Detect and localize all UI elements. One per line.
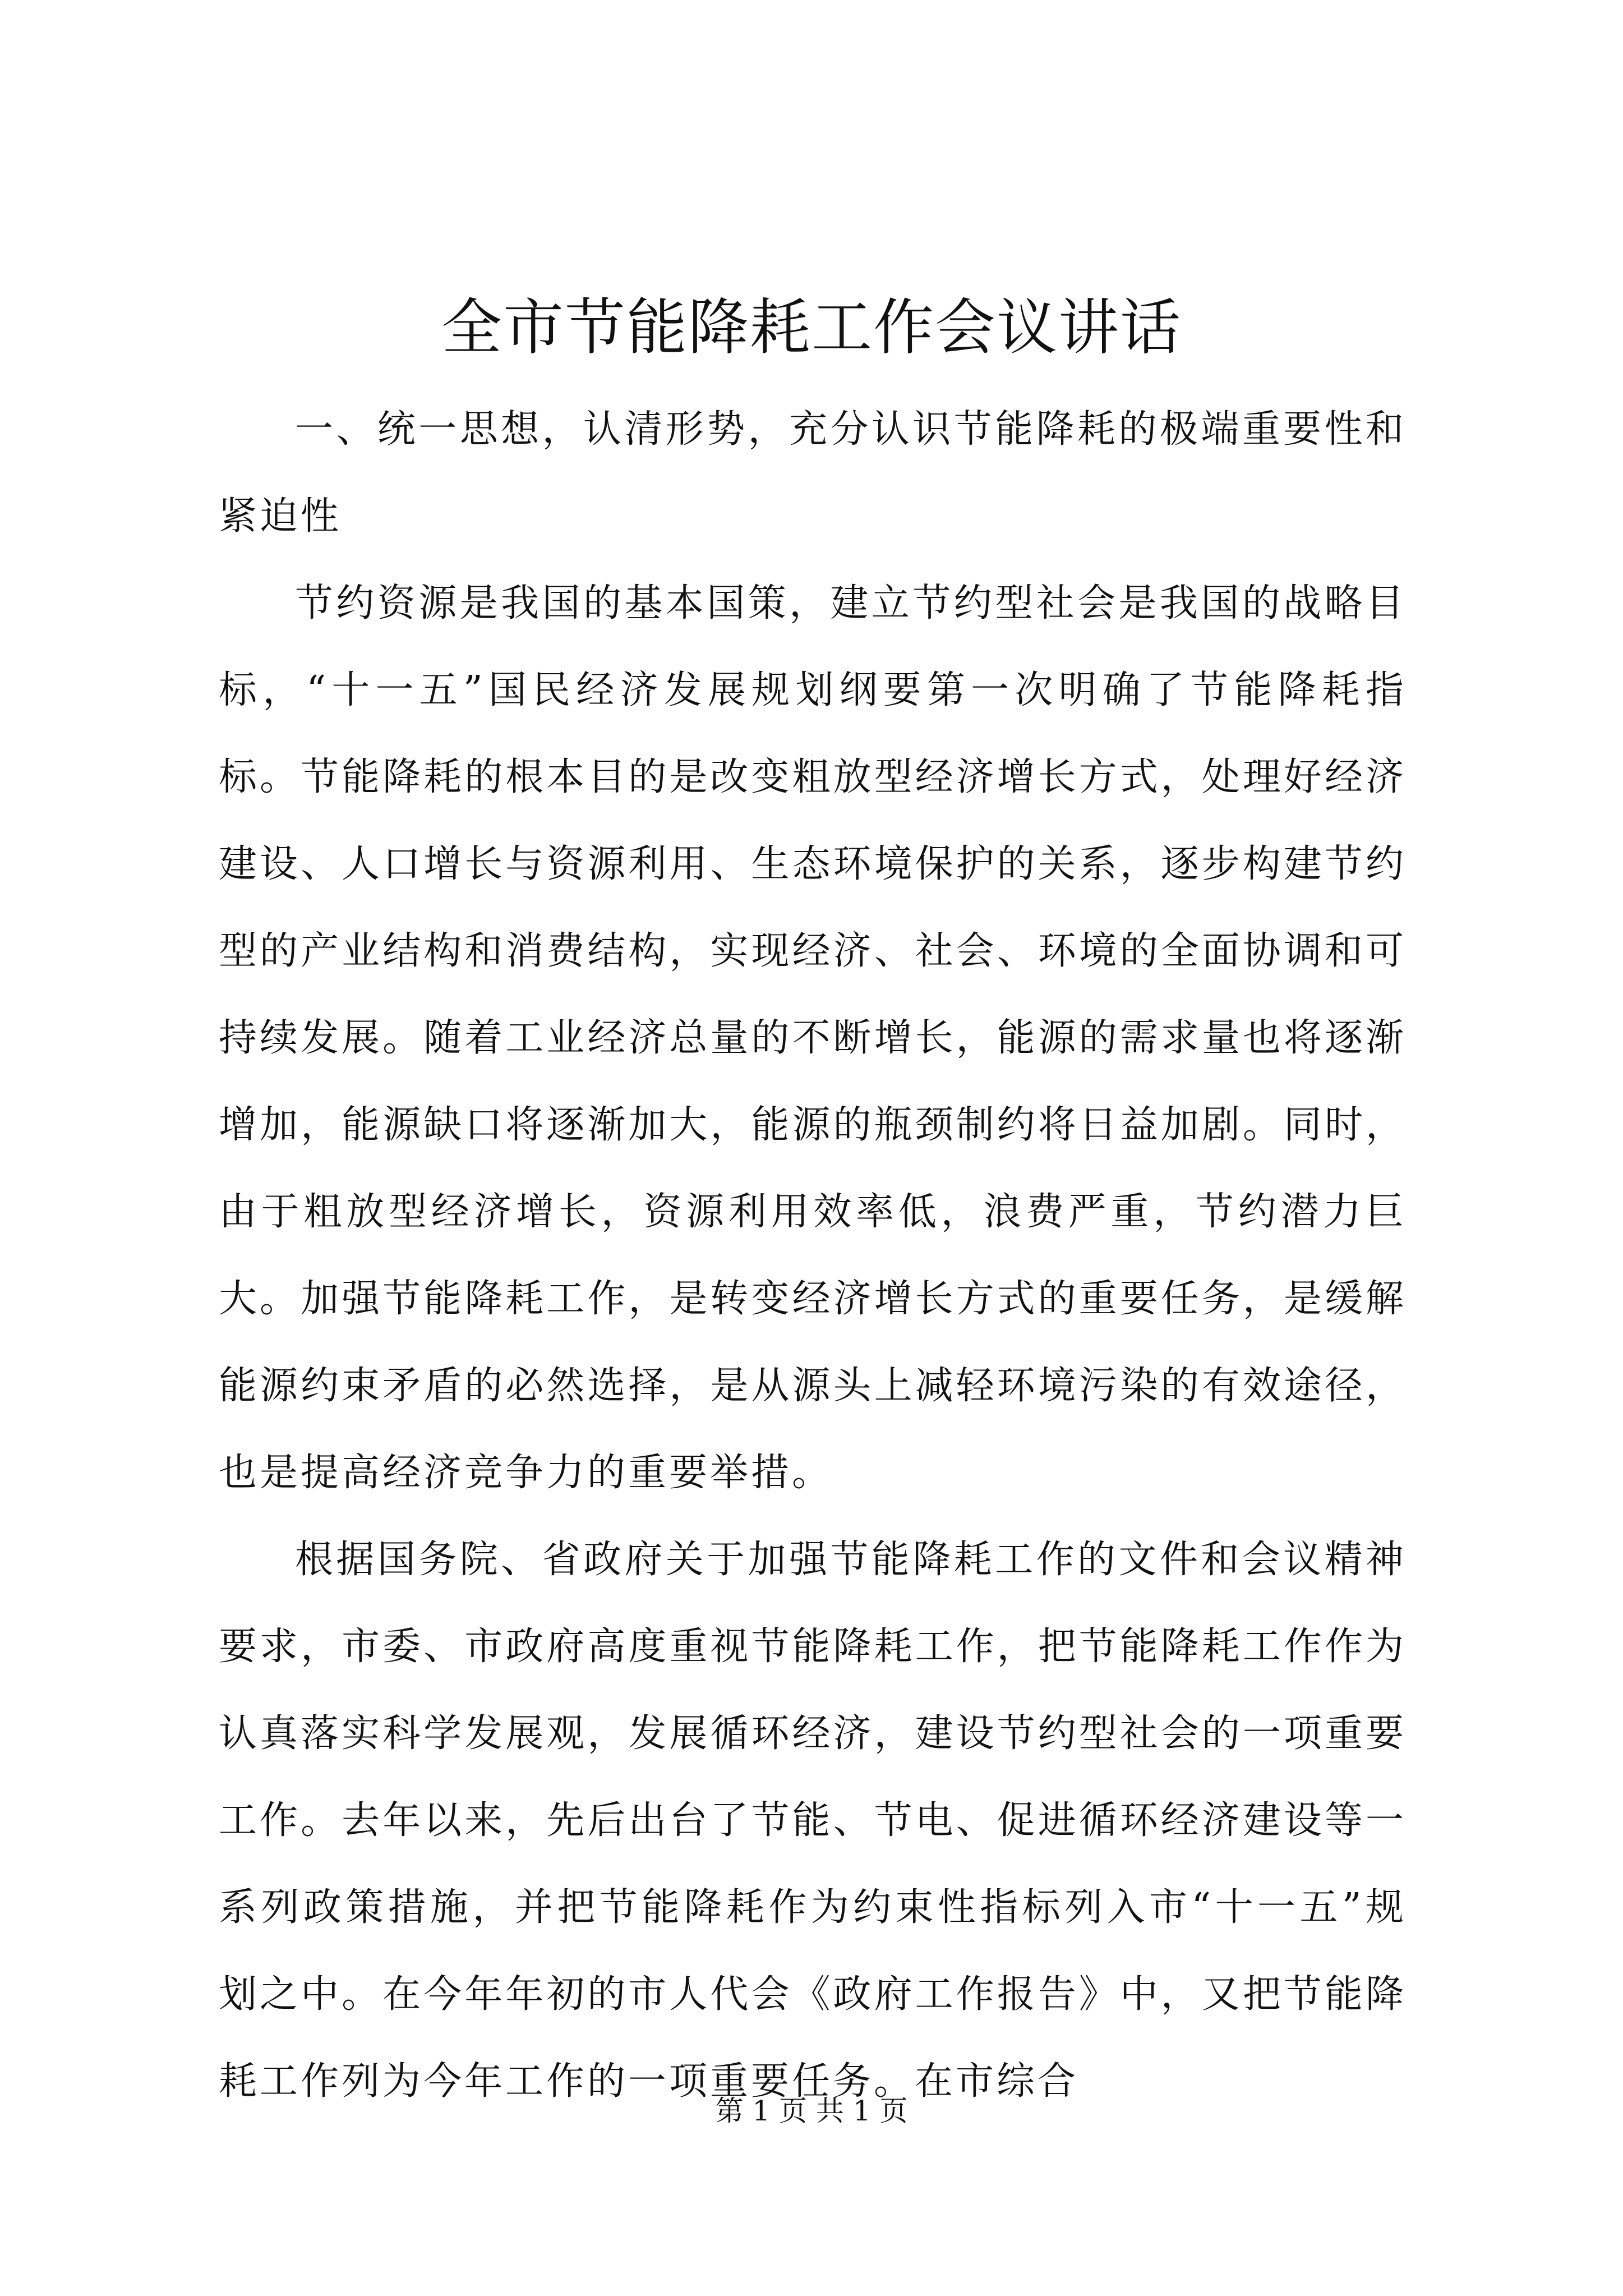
- page-footer: 第 1 页 共 1 页: [715, 2095, 908, 2127]
- paragraph: 根据国务院、省政府关于加强节能降耗工作的文件和会议精神要求，市委、市政府高度重视节能降耗工作，把节能降耗工作作为认真落实科学发展观，发展循环经济，建设节约型社会的一项重要工作。去年以来，先后出台了节能、节电、促进循环经济建设等一系列政策措施，并把节能降耗作为约束性指标列入市“十一五”规划之中。在今年年初的市人代会《政府工作报告》中，又把节能降耗工作列为今年工作的一项重要任务。在市综合: [219, 1538, 1407, 2104]
- document-body: [219, 386, 1407, 2125]
- paragraph: 节约资源是我国的基本国策，建立节约型社会是我国的战略目标，“十一五”国民经济发展规划纲要第一次明确了节能降耗指标。节能降耗的根本目的是改变粗放型经济增长方式，处理好经济建设、人口增长与资源利用、生态环境保护的关系，逐步构建节约型的产业结构和消费结构，实现经济、社会、环境的全面协调和可持续发展。随着工业经济总量的不断增长，能源的需求量也将逐渐增加，能源缺口将逐渐加大，能源的瓶颈制约将日益加剧。同时，由于粗放型经济增长，资源利用效率低，浪费严重，节约潜力巨大。加强节能降耗工作，是转变经济增长方式的重要任务，是缓解能源约束矛盾的必然选择，是从源头上减轻环境污染的有效途径，也是提高经济竞争力的重要举措。: [219, 581, 1407, 1495]
- document-title: 全市节能降耗工作会议讲话: [441, 293, 1182, 363]
- section-heading: 一、统一思想，认清形势，充分认识节能降耗的极端重要性和紧迫性: [219, 407, 1407, 539]
